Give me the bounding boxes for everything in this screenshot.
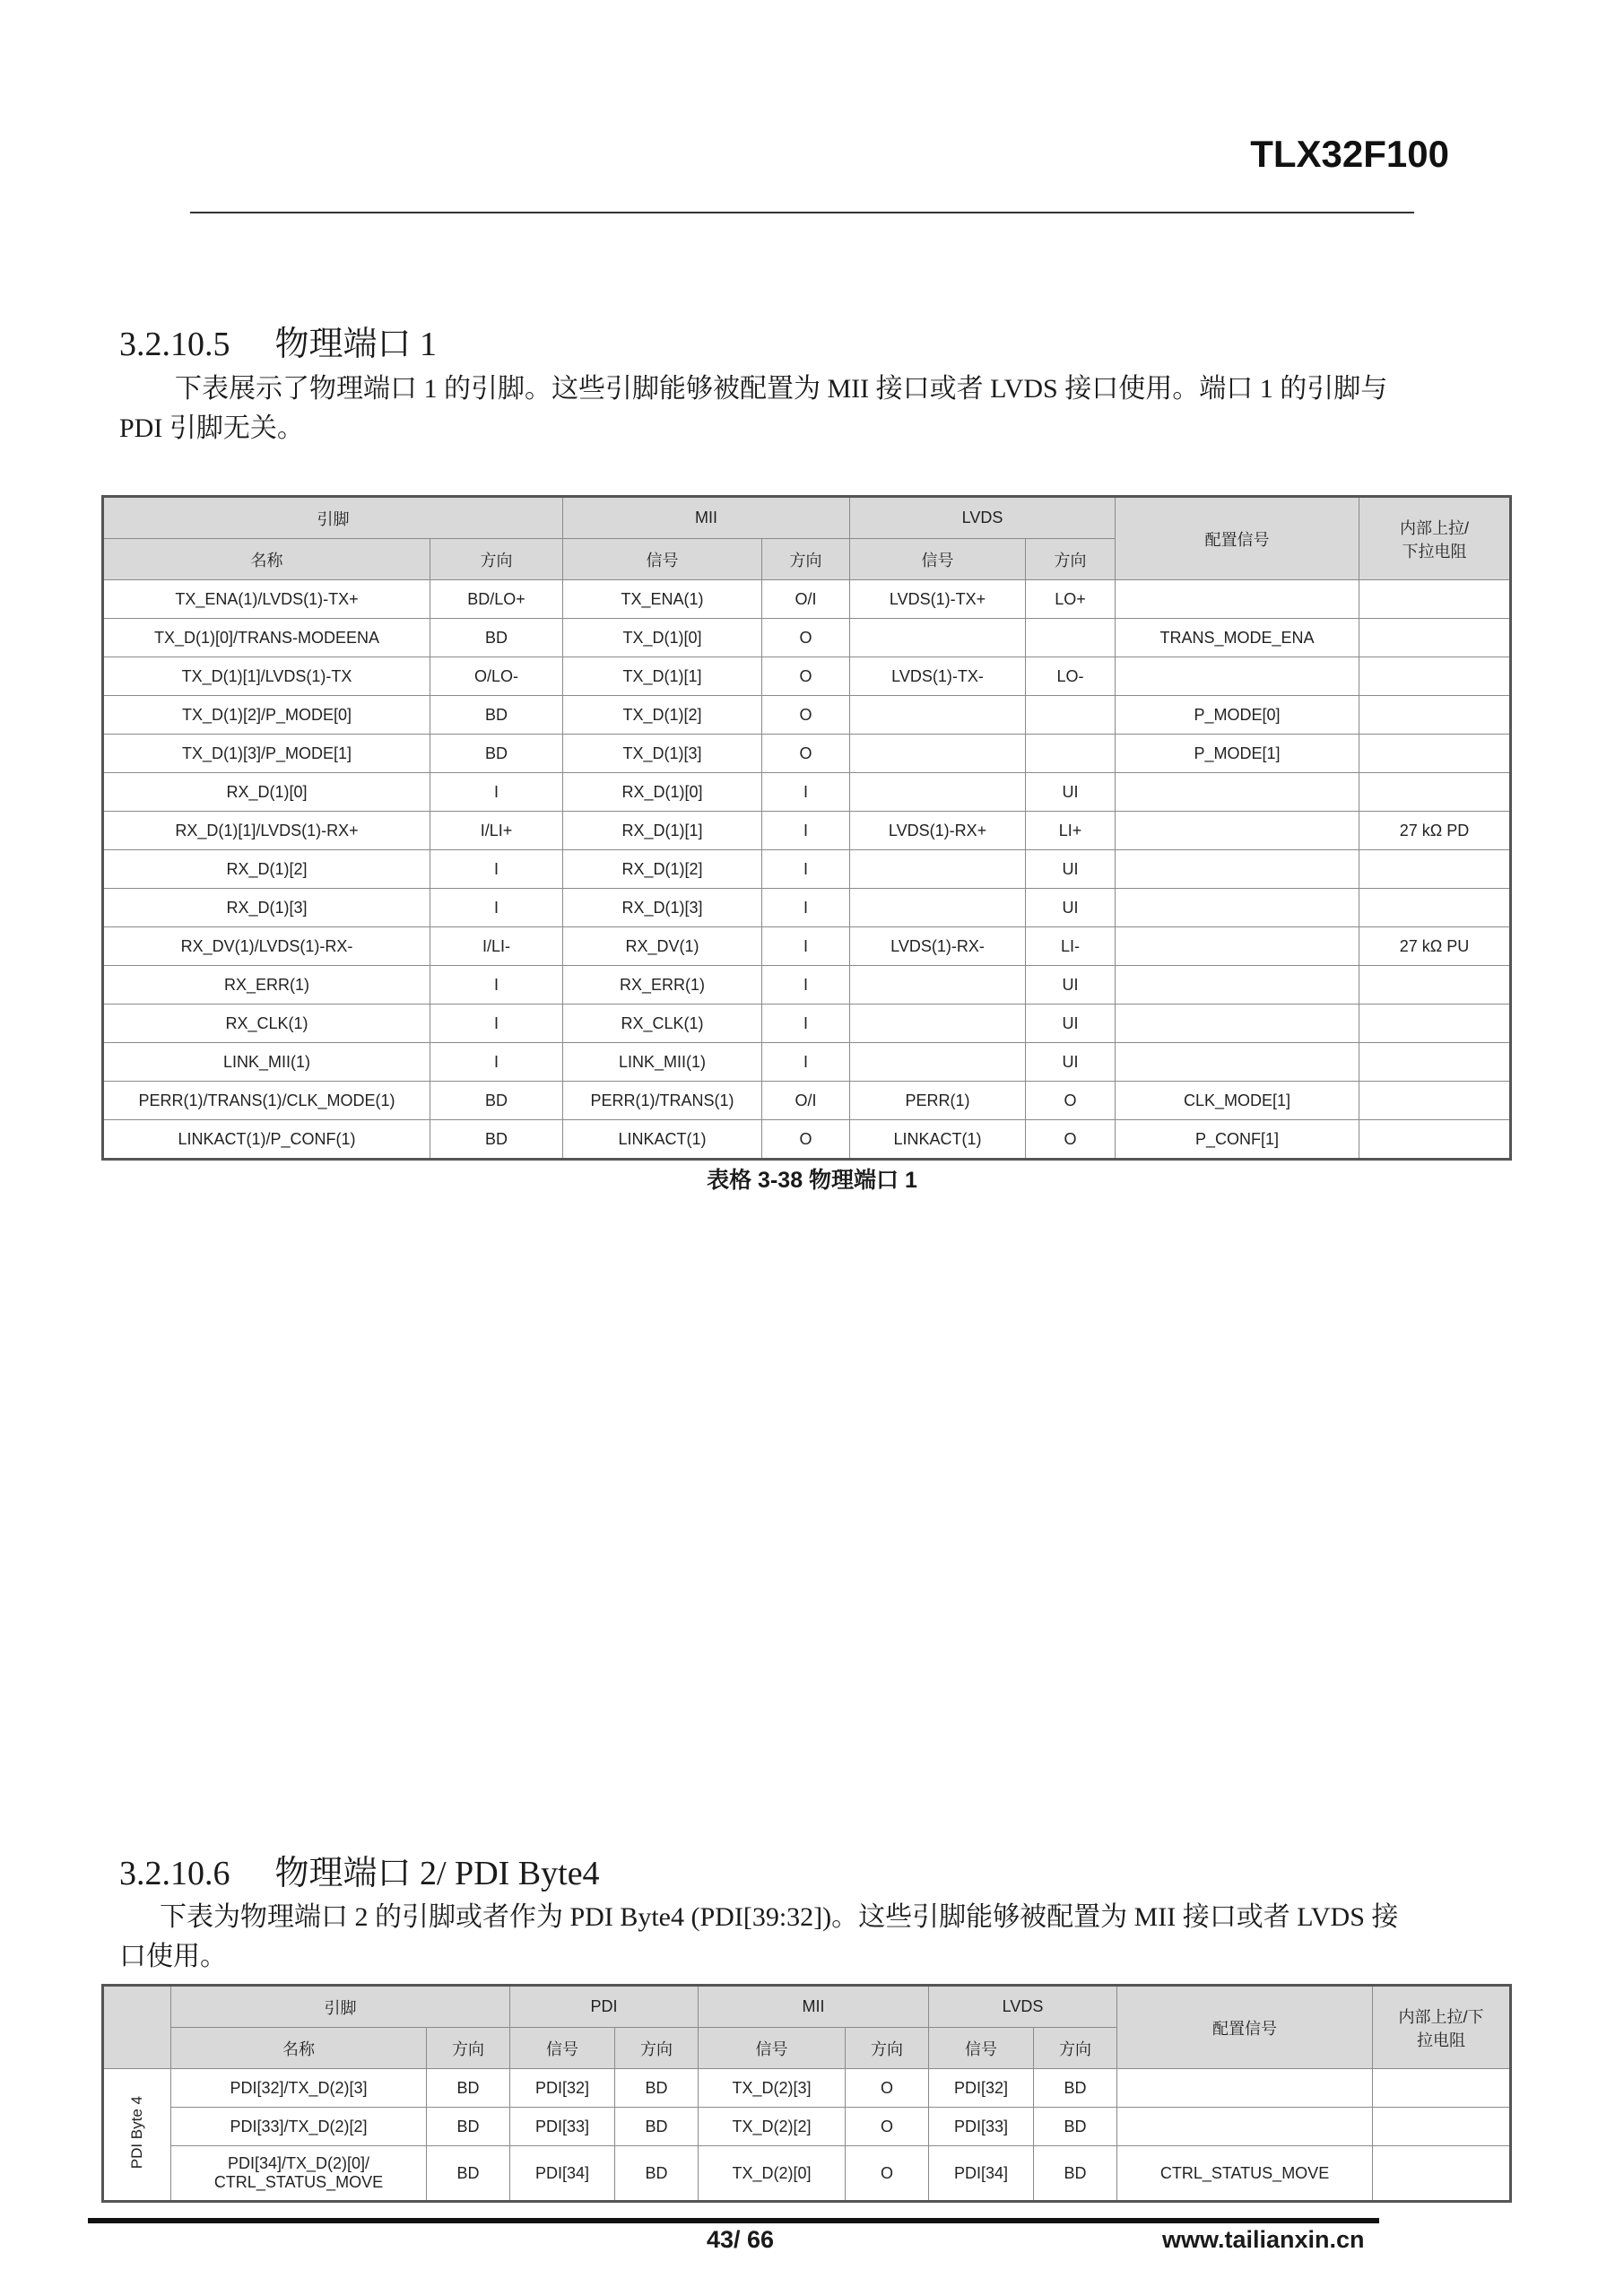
pin-direction-cell: BD [430,1082,563,1120]
lvds-signal-cell [850,889,1026,927]
lvds-signal-cell: PDI[32] [929,2069,1034,2108]
lvds-signal-cell: LVDS(1)-TX- [850,657,1026,696]
pin-direction-cell: BD/LO+ [430,580,563,619]
table-row [103,2146,1511,2202]
pin-direction-cell: I/LI+ [430,812,563,850]
lvds-signal-cell [850,619,1026,657]
pin-name-line: PDI[34]/TX_D(2)[0]/ [227,2154,370,2172]
config-signal-cell: CTRL_STATUS_MOVE [1117,2146,1373,2202]
mii-signal-cell: RX_ERR(1) [563,966,762,1004]
lvds-signal-cell: LVDS(1)-RX+ [850,812,1026,850]
paragraph-line: PDI 引脚无关。 [119,413,304,443]
table-row [103,773,1511,812]
pin-name-cell [171,2069,427,2108]
mii-direction-cell: O [762,1120,850,1160]
header-lvds-signal: 信号 [850,539,1026,580]
mii-signal-cell: RX_D(1)[0] [563,773,762,812]
pin-name-line: PDI[32]/TX_D(2)[3] [230,2078,368,2097]
table-row [103,1004,1511,1043]
table-row [103,1082,1511,1120]
pin-direction-cell: I [430,889,563,927]
config-signal-cell [1116,812,1359,850]
pin-direction-cell: BD [430,1120,563,1160]
table-row [103,2108,1511,2146]
table-row [103,619,1511,657]
table-row [103,657,1511,696]
pin-name-cell: RX_D(1)[1]/LVDS(1)-RX+ [103,812,430,850]
pull-resistor-cell [1359,1004,1511,1043]
pin-name-line: CTRL_STATUS_MOVE [213,2173,384,2191]
pin-direction-cell: BD [430,735,563,773]
pin-direction-cell: BD [430,696,563,735]
lvds-signal-cell [850,1043,1026,1082]
port1-pin-table [101,495,1512,1161]
pin-name-cell [171,2146,427,2202]
pin-name-cell: RX_ERR(1) [103,966,430,1004]
pin-direction-cell: BD [430,619,563,657]
pin-name-cell: RX_CLK(1) [103,1004,430,1043]
pull-resistor-cell [1359,773,1511,812]
page-number: 43/ 66 [707,2226,775,2253]
table-row [103,580,1511,619]
header-group-blank [103,1986,171,2069]
mii-direction-cell: I [762,889,850,927]
config-signal-cell [1116,657,1359,696]
lvds-direction-cell: LI+ [1026,812,1116,850]
header-pull-resistor [1373,1986,1511,2069]
pdi-direction-cell: BD [615,2146,699,2202]
pin-name-cell: RX_D(1)[0] [103,773,430,812]
lvds-signal-cell: LVDS(1)-TX+ [850,580,1026,619]
header-name: 名称 [171,2028,427,2069]
mii-signal-cell: RX_D(1)[3] [563,889,762,927]
pin-direction-cell: O/LO- [430,657,563,696]
pull-resistor-cell [1359,1120,1511,1160]
document-title: TLX32F100 [1250,133,1449,175]
pin-direction-cell: I [430,850,563,889]
config-signal-cell [1116,773,1359,812]
lvds-direction-cell: O [1026,1120,1116,1160]
config-signal-cell: P_CONF[1] [1116,1120,1359,1160]
group-label-cell [103,2069,171,2202]
pin-name-cell: LINK_MII(1) [103,1043,430,1082]
mii-signal-cell: TX_D(1)[2] [563,696,762,735]
table-row [103,696,1511,735]
lvds-direction-cell: UI [1026,889,1116,927]
mii-signal-cell: TX_D(2)[0] [699,2146,846,2202]
config-signal-cell [1117,2108,1373,2146]
lvds-direction-cell [1026,696,1116,735]
header-mii-direction: 方向 [846,2028,929,2069]
table-row [103,735,1511,773]
section-heading-port1 [119,316,437,365]
pull-resistor-cell [1373,2108,1511,2146]
pin-name-line: PDI[33]/TX_D(2)[2] [230,2117,368,2135]
header-mii: MII [699,1986,929,2028]
header-lvds: LVDS [929,1986,1117,2028]
header-lvds-direction: 方向 [1026,539,1116,580]
mii-direction-cell: I [762,927,850,966]
mii-direction-cell: O [846,2069,929,2108]
mii-direction-cell: I [762,966,850,1004]
config-signal-cell [1116,1004,1359,1043]
pin-name-cell: TX_D(1)[0]/TRANS-MODEENA [103,619,430,657]
pin-direction-cell: I [430,966,563,1004]
pin-name-cell: TX_D(1)[1]/LVDS(1)-TX [103,657,430,696]
header-lvds-signal: 信号 [929,2028,1034,2069]
lvds-signal-cell: PERR(1) [850,1082,1026,1120]
mii-direction-cell: O [846,2108,929,2146]
table-row [103,1120,1511,1160]
lvds-direction-cell: UI [1026,773,1116,812]
mii-signal-cell: PERR(1)/TRANS(1) [563,1082,762,1120]
config-signal-cell [1116,927,1359,966]
header-pin: 引脚 [171,1986,510,2028]
header-line: 下拉电阻 [1402,542,1467,561]
table-row [103,812,1511,850]
group-label: PDI Byte 4 [128,2095,145,2170]
mii-direction-cell: I [762,850,850,889]
lvds-direction-cell: O [1026,1082,1116,1120]
mii-direction-cell: O [762,657,850,696]
table-row [103,889,1511,927]
table-row [103,927,1511,966]
pdi-direction-cell: BD [615,2108,699,2146]
pin-direction-cell: BD [427,2069,510,2108]
section-paragraph-port1 [119,370,1518,448]
pdi-signal-cell: PDI[33] [510,2108,615,2146]
lvds-signal-cell: LVDS(1)-RX- [850,927,1026,966]
config-signal-cell: TRANS_MODE_ENA [1116,619,1359,657]
lvds-signal-cell: PDI[34] [929,2146,1034,2202]
pull-resistor-cell [1359,735,1511,773]
config-signal-cell [1116,1043,1359,1082]
pin-name-cell: TX_ENA(1)/LVDS(1)-TX+ [103,580,430,619]
lvds-signal-cell [850,1004,1026,1043]
pull-resistor-cell [1359,696,1511,735]
section-number: 3.2.10.6 [119,1855,230,1892]
lvds-signal-cell [850,966,1026,1004]
pull-resistor-cell [1373,2146,1511,2202]
pull-resistor-cell [1359,1082,1511,1120]
pin-name-cell: TX_D(1)[3]/P_MODE[1] [103,735,430,773]
pin-name-cell: PERR(1)/TRANS(1)/CLK_MODE(1) [103,1082,430,1120]
pull-resistor-cell [1359,580,1511,619]
header-pdi-signal: 信号 [510,2028,615,2069]
pin-direction-cell: I [430,1043,563,1082]
lvds-signal-cell [850,773,1026,812]
pdi-signal-cell: PDI[32] [510,2069,615,2108]
section-number: 3.2.10.5 [119,326,230,363]
table-row [103,850,1511,889]
paragraph-line: 口使用。 [119,1942,227,1971]
header-divider [190,212,1414,213]
header-line: 内部上拉/下 [1398,2007,1484,2026]
header-mii-direction: 方向 [762,539,850,580]
pin-direction-cell: BD [427,2146,510,2202]
section-heading-port2 [119,1845,600,1894]
mii-direction-cell: I [762,773,850,812]
pin-direction-cell: I [430,1004,563,1043]
header-line: 拉电阻 [1417,2031,1466,2049]
pin-name-cell: RX_D(1)[3] [103,889,430,927]
pdi-direction-cell: BD [615,2069,699,2108]
footer-divider [88,2218,1379,2223]
pin-name-cell: RX_DV(1)/LVDS(1)-RX- [103,927,430,966]
section-title: 物理端口 1 [274,326,438,363]
mii-direction-cell: I [762,812,850,850]
mii-signal-cell: TX_D(1)[1] [563,657,762,696]
mii-direction-cell: O [762,735,850,773]
header-mii-signal: 信号 [699,2028,846,2069]
config-signal-cell [1116,966,1359,1004]
mii-direction-cell: I [762,1004,850,1043]
port2-pin-table [101,1984,1512,2203]
mii-signal-cell: RX_D(1)[2] [563,850,762,889]
table-row [103,966,1511,1004]
pin-name-cell: TX_D(1)[2]/P_MODE[0] [103,696,430,735]
pull-resistor-cell: 27 kΩ PU [1359,927,1511,966]
table-row [103,1043,1511,1082]
pull-resistor-cell [1359,889,1511,927]
header-direction: 方向 [430,539,563,580]
lvds-direction-cell: UI [1026,1043,1116,1082]
mii-signal-cell: TX_D(2)[2] [699,2108,846,2146]
lvds-direction-cell: BD [1034,2108,1117,2146]
mii-signal-cell: TX_D(1)[0] [563,619,762,657]
mii-direction-cell: O/I [762,1082,850,1120]
pin-direction-cell: BD [427,2108,510,2146]
lvds-direction-cell: LI- [1026,927,1116,966]
header-lvds-direction: 方向 [1034,2028,1117,2069]
lvds-direction-cell [1026,619,1116,657]
lvds-direction-cell: UI [1026,850,1116,889]
pull-resistor-cell [1359,657,1511,696]
header-config-signal: 配置信号 [1117,1986,1373,2069]
mii-signal-cell: RX_CLK(1) [563,1004,762,1043]
config-signal-cell: P_MODE[0] [1116,696,1359,735]
pull-resistor-cell: 27 kΩ PD [1359,812,1511,850]
pull-resistor-cell [1359,850,1511,889]
lvds-direction-cell: BD [1034,2069,1117,2108]
pin-direction-cell: I [430,773,563,812]
config-signal-cell [1116,889,1359,927]
header-pull-resistor [1359,497,1511,580]
mii-direction-cell: O [846,2146,929,2202]
paragraph-line: 下表为物理端口 2 的引脚或者作为 PDI Byte4 (PDI[39:32])。这些引脚能够被配置为 MII 接口或者 LVDS 接 [160,1902,1399,1932]
pull-resistor-cell [1359,619,1511,657]
header-line: 内部上拉/ [1399,518,1469,537]
header-config-signal: 配置信号 [1116,497,1359,580]
header-pdi: PDI [510,1986,699,2028]
lvds-signal-cell: PDI[33] [929,2108,1034,2146]
header-direction: 方向 [427,2028,510,2069]
pull-resistor-cell [1359,1043,1511,1082]
mii-direction-cell: O [762,696,850,735]
lvds-direction-cell: UI [1026,1004,1116,1043]
pin-name-cell: LINKACT(1)/P_CONF(1) [103,1120,430,1160]
config-signal-cell [1117,2069,1373,2108]
lvds-direction-cell: UI [1026,966,1116,1004]
pull-resistor-cell [1359,966,1511,1004]
config-signal-cell: P_MODE[1] [1116,735,1359,773]
header-mii-signal: 信号 [563,539,762,580]
header-mii: MII [563,497,850,539]
mii-direction-cell: O/I [762,580,850,619]
lvds-signal-cell [850,735,1026,773]
lvds-direction-cell [1026,735,1116,773]
pdi-signal-cell: PDI[34] [510,2146,615,2202]
mii-signal-cell: TX_D(1)[3] [563,735,762,773]
mii-signal-cell: LINK_MII(1) [563,1043,762,1082]
header-name: 名称 [103,539,430,580]
pin-name-cell: RX_D(1)[2] [103,850,430,889]
lvds-direction-cell: LO+ [1026,580,1116,619]
table-row [103,2069,1511,2108]
config-signal-cell: CLK_MODE[1] [1116,1082,1359,1120]
pin-direction-cell: I/LI- [430,927,563,966]
pin-name-cell [171,2108,427,2146]
header-pdi-direction: 方向 [615,2028,699,2069]
lvds-signal-cell: LINKACT(1) [850,1120,1026,1160]
table-caption: 表格 3-38 物理端口 1 [707,1168,917,1193]
header-lvds: LVDS [850,497,1116,539]
config-signal-cell [1116,850,1359,889]
mii-signal-cell: RX_DV(1) [563,927,762,966]
section-paragraph-port2 [119,1898,1518,1977]
config-signal-cell [1116,580,1359,619]
mii-signal-cell: TX_ENA(1) [563,580,762,619]
lvds-direction-cell: BD [1034,2146,1117,2202]
website-url: www.tailianxin.cn [1162,2226,1365,2253]
mii-direction-cell: O [762,619,850,657]
lvds-signal-cell [850,696,1026,735]
paragraph-line: 下表展示了物理端口 1 的引脚。这些引脚能够被配置为 MII 接口或者 LVDS 接口使用。端口 1 的引脚与 [175,374,1388,404]
mii-signal-cell: LINKACT(1) [563,1120,762,1160]
section-title: 物理端口 2/ PDI Byte4 [274,1855,600,1892]
lvds-direction-cell: LO- [1026,657,1116,696]
pull-resistor-cell [1373,2069,1511,2108]
mii-signal-cell: TX_D(2)[3] [699,2069,846,2108]
mii-direction-cell: I [762,1043,850,1082]
header-pin: 引脚 [103,497,563,539]
lvds-signal-cell [850,850,1026,889]
mii-signal-cell: RX_D(1)[1] [563,812,762,850]
